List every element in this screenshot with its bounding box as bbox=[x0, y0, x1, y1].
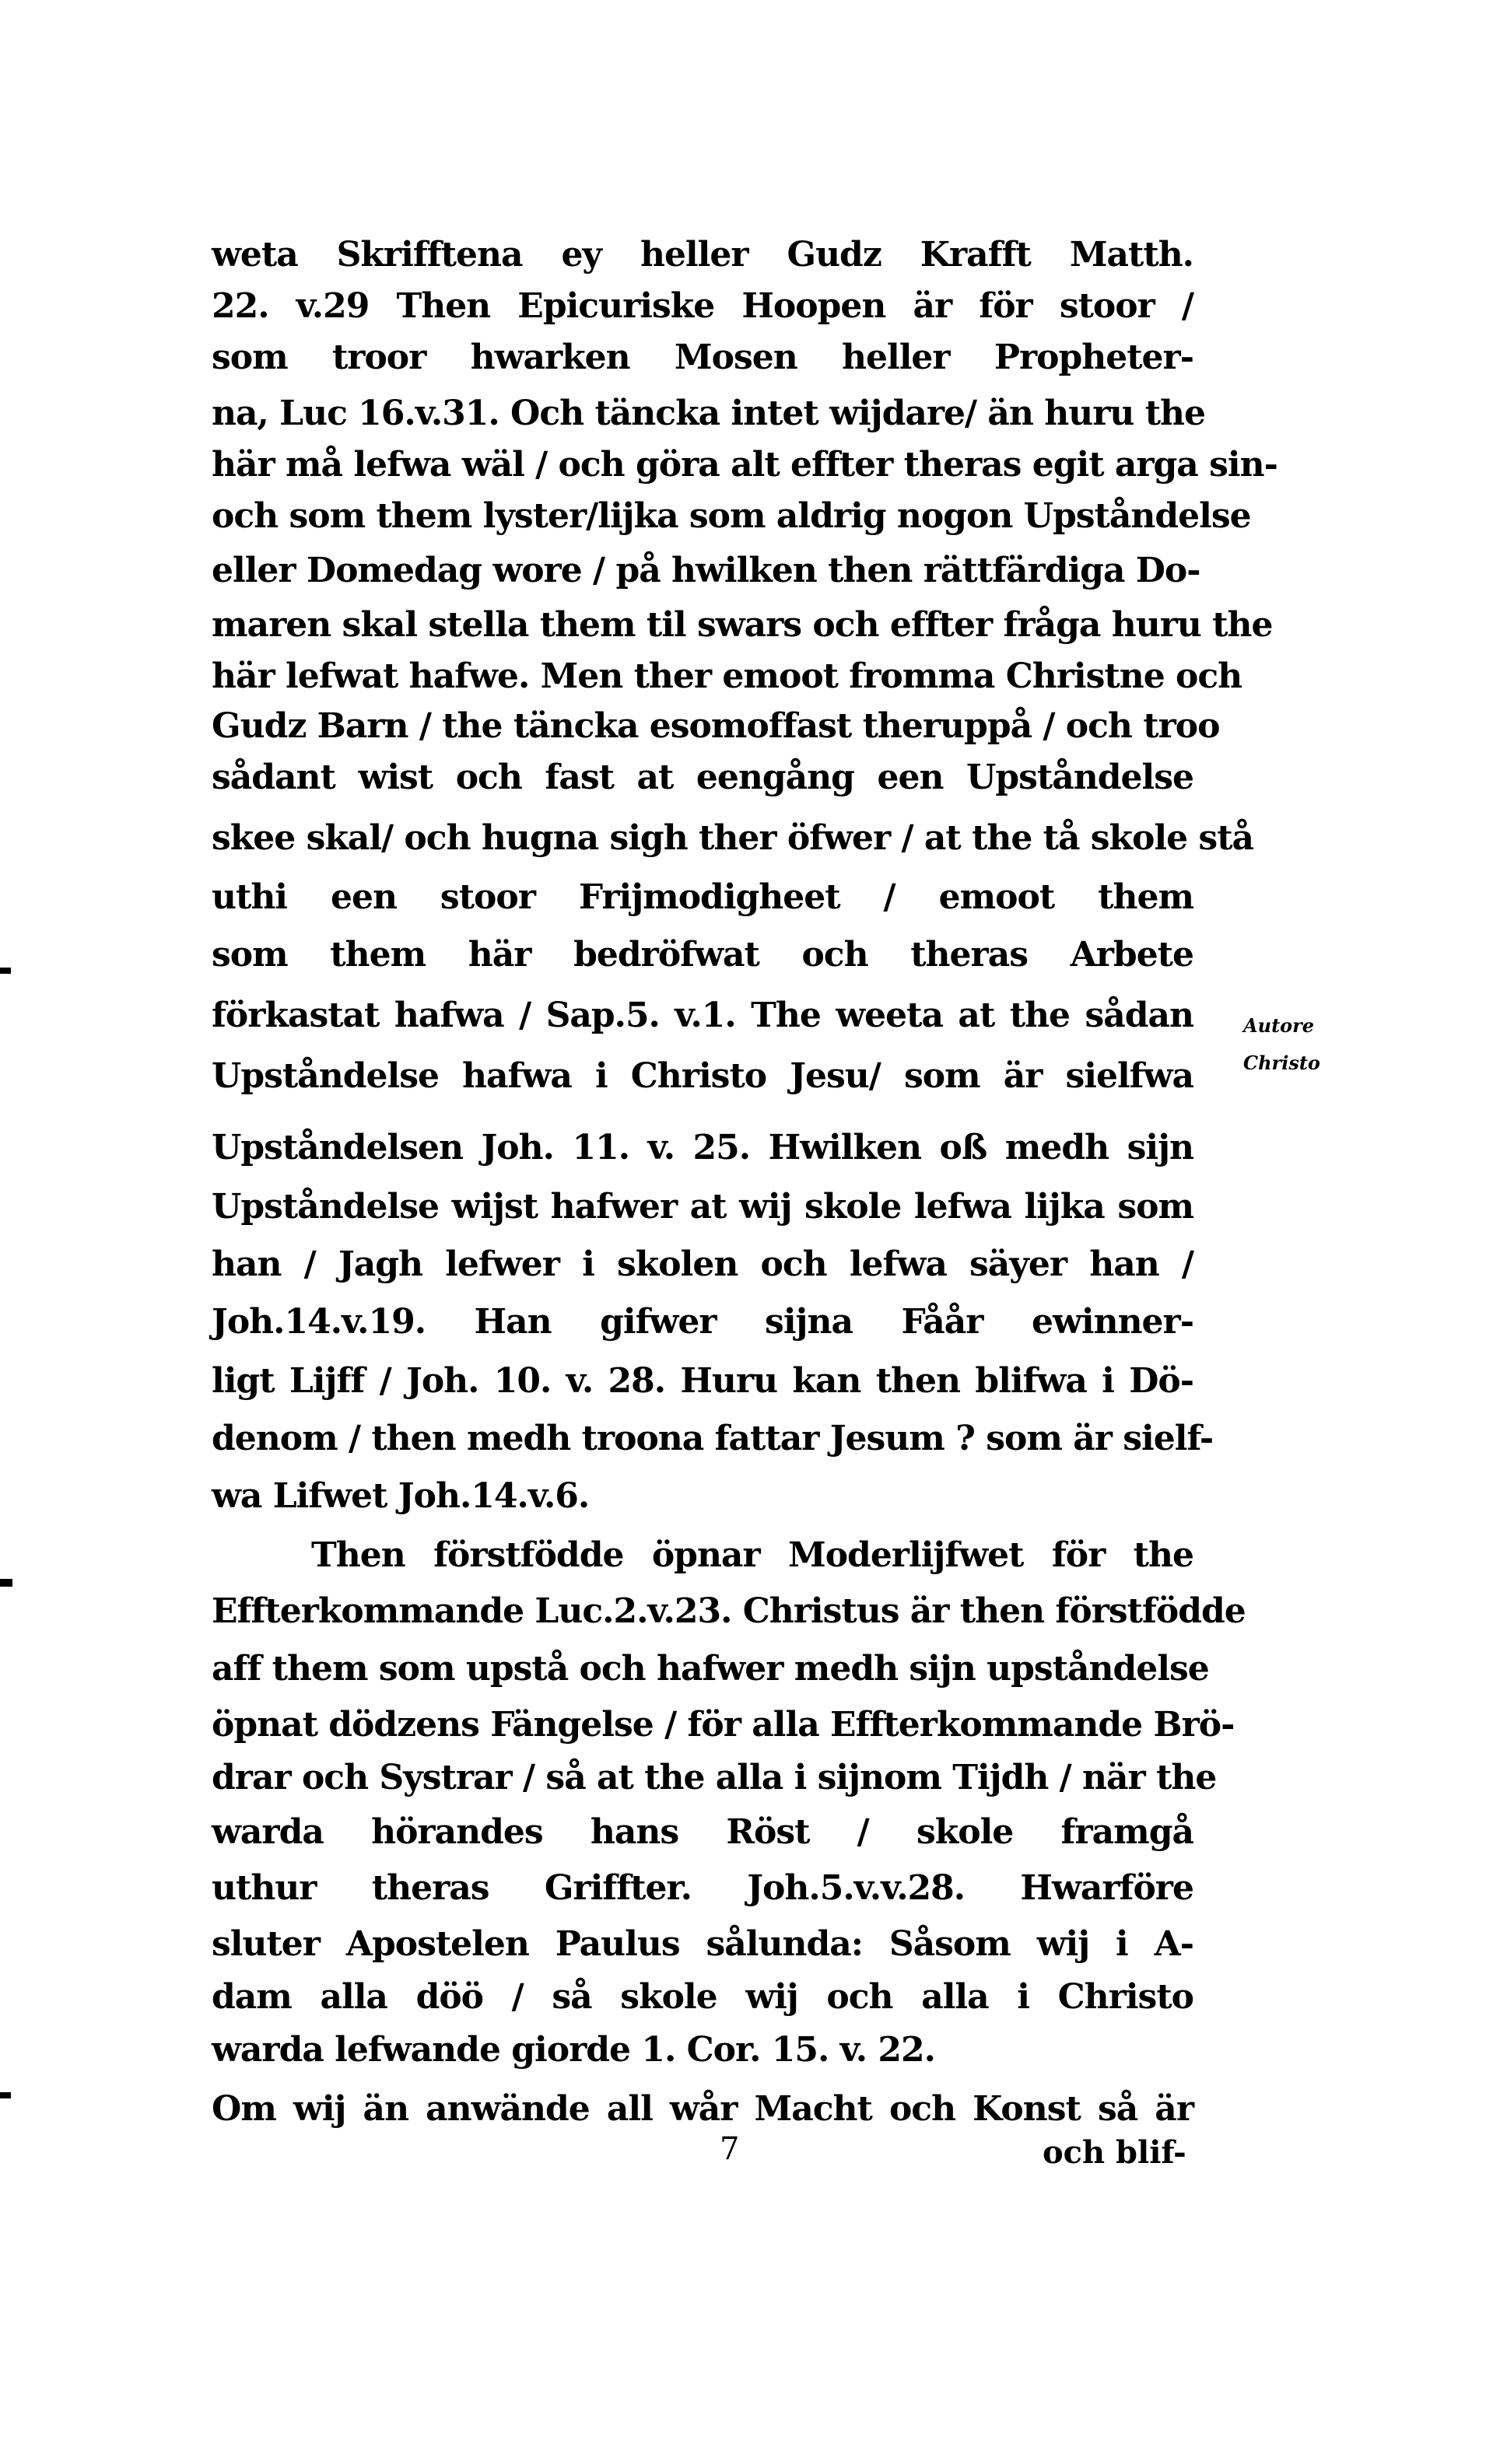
text-line: han / Jagh lefwer i skolen och lefwa säyer han / bbox=[212, 1244, 1193, 1284]
text-line: Then förstfödde öpnar Moderlijfwet för the bbox=[311, 1535, 1193, 1575]
margin-note-line-2: Christo bbox=[1243, 1052, 1320, 1074]
text-line: sluter Apostelen Paulus sålunda: Såsom wij i A- bbox=[212, 1924, 1193, 1964]
text-line: drar och Systrar / så at the alla i sijnom Tijdh / när the bbox=[212, 1758, 1217, 1797]
text-line: Upståndelsen Joh. 11. v. 25. Hwilken oß medh sijn bbox=[212, 1128, 1193, 1167]
text-line: öpnat dödzens Fängelse / för alla Effterkommande Brö- bbox=[212, 1705, 1235, 1745]
text-line: warda lefwande giorde 1. Cor. 15. v. 22. bbox=[212, 2030, 935, 2070]
text-line: dam alla döö / så skole wij och alla i Christo bbox=[212, 1977, 1193, 2017]
text-line: som troor hwarken Mosen heller Propheter- bbox=[212, 338, 1193, 377]
text-line: Upståndelse wijst hafwer at wij skole lefwa lijka som bbox=[212, 1187, 1193, 1227]
text-line: eller Domedag wore / på hwilken then rättfärdiga Do- bbox=[212, 551, 1200, 590]
text-line: wa Lifwet Joh.14.v.6. bbox=[212, 1476, 590, 1516]
text-line: uthur theras Griffter. Joh.5.v.v.28. Hwarföre bbox=[212, 1868, 1193, 1908]
text-line: Upståndelse hafwa i Christo Jesu/ som är sielfwa bbox=[212, 1056, 1193, 1096]
text-line: sådant wist och fast at eengång een Upståndelse bbox=[212, 758, 1193, 797]
text-line: maren skal stella them til swars och effter fråga huru the bbox=[212, 605, 1273, 645]
text-line: ligt Lijff / Joh. 10. v. 28. Huru kan then blifwa i Dö- bbox=[212, 1361, 1193, 1401]
text-line: Effterkommande Luc.2.v.23. Christus är then förstfödde bbox=[212, 1591, 1246, 1631]
text-line: 22. v.29 Then Epicuriske Hoopen är för stoor / bbox=[212, 286, 1193, 326]
text-line: här må lefwa wäl / och göra alt effter theras egit arga sin- bbox=[212, 445, 1277, 485]
text-line: och som them lyster/lijka som aldrig nogon Upståndelse bbox=[212, 496, 1251, 536]
text-line: skee skal/ och hugna sigh ther öfwer / at the tå skole stå bbox=[212, 818, 1254, 858]
text-line: na, Luc 16.v.31. Och täncka intet wijdare/ än huru the bbox=[212, 394, 1206, 433]
text-line: Joh.14.v.19. Han gifwer sijna Fåår ewinner- bbox=[212, 1302, 1193, 1342]
text-line: denom / then medh troona fattar Jesum ? som är sielf- bbox=[212, 1419, 1214, 1458]
text-line: Gudz Barn / the täncka esomoffast theruppå / och troo bbox=[212, 706, 1220, 746]
text-line: weta Skrifftena ey heller Gudz Krafft Matth. bbox=[212, 235, 1193, 275]
scan-edge-mark bbox=[0, 2092, 11, 2098]
text-line: här lefwat hafwe. Men ther emoot fromma Christne och bbox=[212, 656, 1242, 696]
text-line: förkastat hafwa / Sap.5. v.1. The weeta at the sådan bbox=[212, 996, 1193, 1035]
signature-mark: 7 bbox=[720, 2131, 740, 2167]
text-line: Om wij än anwände all wår Macht och Konst så är bbox=[212, 2089, 1193, 2129]
text-line: warda hörandes hans Röst / skole framgå bbox=[212, 1812, 1193, 1852]
scan-edge-mark bbox=[0, 968, 11, 974]
catchword: och blif- bbox=[1043, 2134, 1186, 2171]
text-line: uthi een stoor Frijmodigheet / emoot them bbox=[212, 877, 1193, 917]
text-line: som them här bedröfwat och theras Arbete bbox=[212, 935, 1193, 975]
text-line: aff them som upstå och hafwer medh sijn upståndelse bbox=[212, 1649, 1209, 1689]
scan-edge-mark bbox=[0, 1579, 12, 1587]
margin-note-line-1: Autore bbox=[1243, 1014, 1315, 1037]
